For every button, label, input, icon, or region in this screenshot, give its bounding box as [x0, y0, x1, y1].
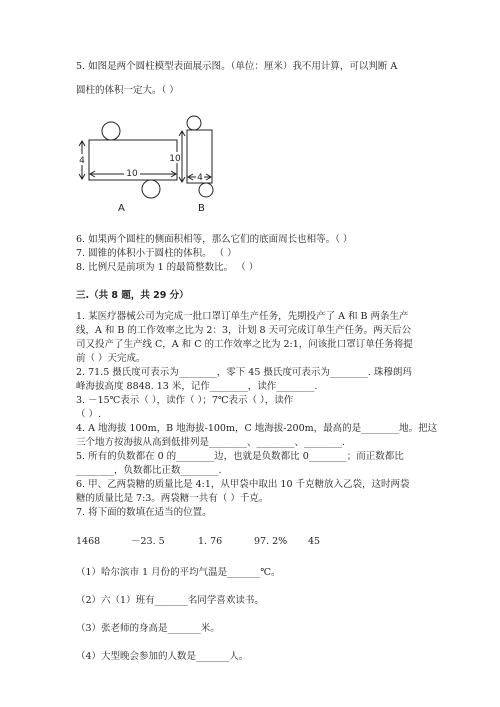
p4-line1: 4. A 地海拔 100m，B 地海拔-100m，C 地海拔-200m，最高的是________地。把这	[76, 423, 438, 434]
p2-line2: 峰海拔高度 8848. 13 米，记作________，读作________.	[76, 381, 318, 392]
p3-line2: （ ）.	[76, 409, 102, 420]
q8-text: 8. 比例尺是前项为 1 的最简整数比。 （ ）	[76, 262, 259, 273]
cylinder-a-net	[79, 122, 177, 198]
p7-sub2: （2）六（1）班有_______名同学喜欢读书。	[76, 595, 264, 606]
p5-line2: ________，负数都比正数________.	[76, 465, 222, 476]
p2-line1: 2. 71.5 摄氏度可表示为________，零下 45 摄氏度可表示为________. 珠穆朗玛	[76, 367, 412, 378]
cylinder-b-bottom-circle	[199, 183, 213, 197]
number-item: 1. 76	[198, 536, 223, 547]
cylinder-a-name: A	[118, 203, 125, 214]
p7-sub4: （4）大型晚会参加的人数是_______人。	[76, 651, 249, 662]
q7-text: 7. 圆锥的体积小于圆柱的体积。 （ ）	[76, 248, 237, 259]
cylinder-b-name: B	[198, 203, 205, 214]
cylinder-b-height-label: 10	[169, 154, 181, 164]
number-item: 97. 2%	[254, 536, 288, 547]
cylinder-b-width-label: 4	[197, 173, 203, 183]
cylinder-figure	[0, 0, 500, 230]
cylinder-a-width-label: 10	[126, 169, 138, 179]
p1-line4: 前（ ）天完成。	[76, 353, 146, 364]
p3-line1: 3. －15℃表示（ ），读作（ ）；7℃表示（ ），读作	[76, 395, 294, 406]
p7-sub3: （3）张老师的身高是_______米。	[76, 623, 220, 634]
section-3-heading: 三.（共 8 题，共 29 分）	[76, 290, 189, 301]
p1-line3: 司又投产了生产线 C，A 和 C 的工作效率之比为 2:1，问该批口罩订单任务将提	[76, 339, 413, 350]
p1-line1: 1. 某医疗器械公司为完成一批口罩订单生产任务，先期投产了 A 和 B 两条生产	[76, 311, 409, 322]
cylinder-b-net	[179, 116, 213, 197]
q5-line1: 5. 如图是两个圆柱模型表面展示图。（单位：厘米）我不用计算，可以判断 A	[76, 61, 398, 72]
q5-line2: 圆柱的体积一定大。（ ）	[76, 85, 179, 96]
number-item: 45	[308, 536, 321, 547]
p1-line2: 线，A 和 B 的工作效率之比为 2：3，计划 8 天可完成订单生产任务。两天后公	[76, 325, 412, 336]
p6-line2: 糖的质量比是 7:3。两袋糖一共有（ ）千克。	[76, 493, 269, 504]
p4-line2: 三个地方按海拔从高到低排列是________、________、________.	[76, 437, 346, 448]
cylinder-b-top-circle	[187, 116, 201, 130]
number-item: 1468	[76, 536, 101, 547]
cylinder-a-height-label: 4	[79, 156, 85, 166]
cylinder-a-bottom-circle	[142, 180, 160, 198]
q6-text: 6. 如果两个圆柱的侧面积相等，那么它们的底面周长也相等。（ ）	[76, 234, 353, 245]
p7-sub1: （1）哈尔滨市 1 月份的平均气温是_______℃。	[76, 567, 281, 578]
cylinder-a-top-circle	[102, 122, 120, 140]
p5-line1: 5. 所有的负数都在 0 的________边，也就是负数都比 0________；而正数都比	[76, 451, 404, 462]
p6-line1: 6. 甲、乙两袋糖的质量比是 4:1，从甲袋中取出 10 千克糖放入乙袋，这时两袋	[76, 479, 410, 490]
number-item: －23. 5	[131, 536, 165, 547]
p7-line1: 7. 将下面的数填在适当的位置。	[76, 507, 212, 518]
